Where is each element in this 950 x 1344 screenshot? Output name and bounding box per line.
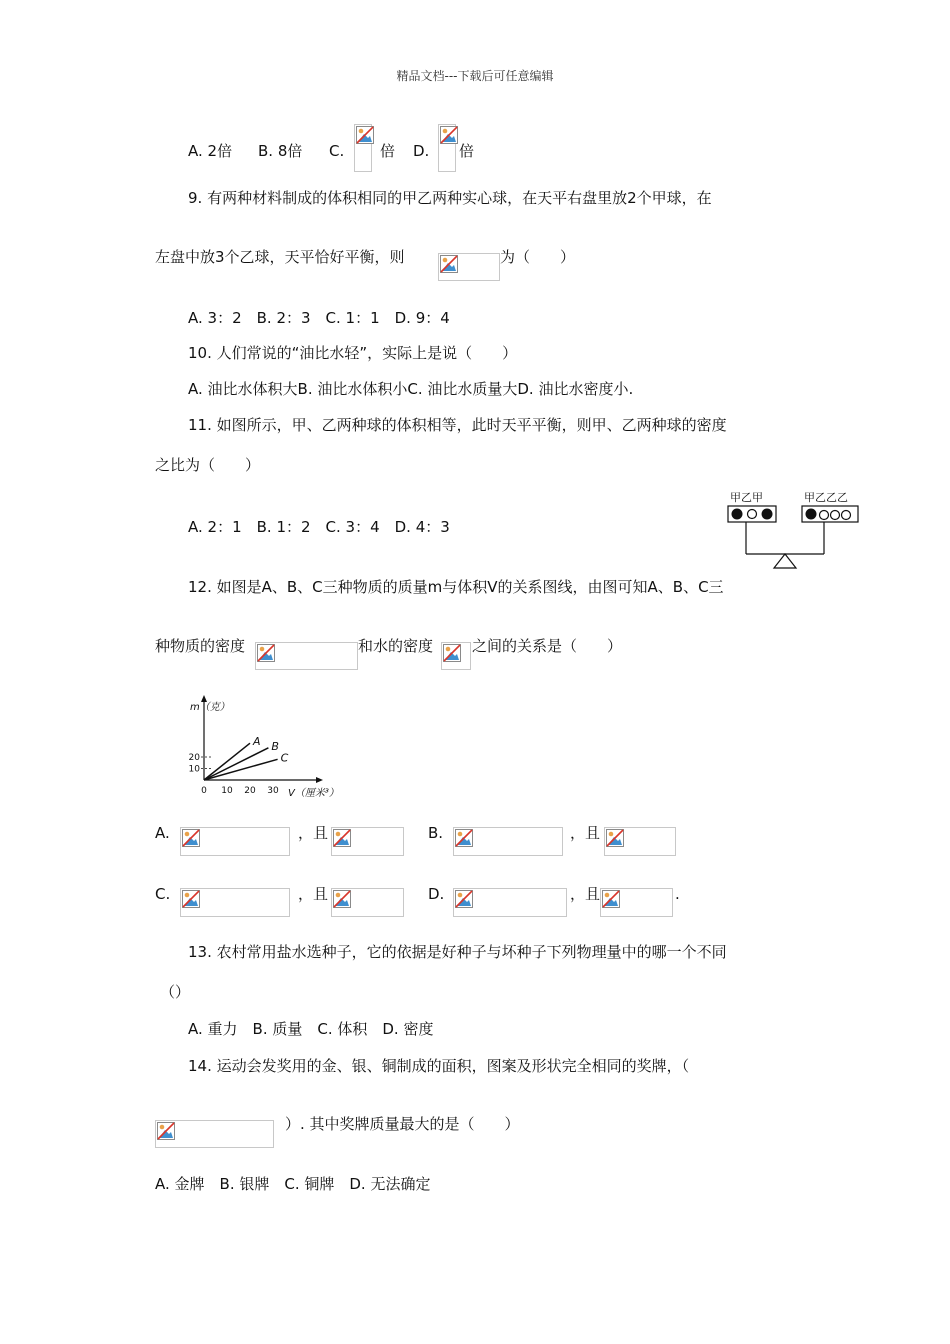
- q8-option-b: B. 8倍: [258, 142, 303, 160]
- broken-image-icon: [441, 642, 471, 670]
- broken-image-icon: [600, 888, 673, 917]
- broken-image-icon: [180, 888, 290, 917]
- broken-image-icon: [604, 827, 676, 856]
- q12-option-a-and: ，且: [298, 824, 329, 842]
- q12-option-d-and: ，且: [570, 885, 601, 903]
- q11-options: A. 2：1 B. 1：2 C. 3：4 D. 4：3: [188, 518, 450, 536]
- q12-option-b-and: ，且: [570, 824, 601, 842]
- broken-image-icon: [331, 888, 404, 917]
- y-axis-arrow: [201, 695, 207, 702]
- broken-image-icon: [438, 124, 456, 172]
- q8-option-c-suffix: 倍: [380, 142, 396, 160]
- q14-question-line1: 14. 运动会发奖用的金、银、铜制成的面积，图案及形状完全相同的奖牌，（: [188, 1057, 690, 1075]
- ball-yi: [831, 511, 840, 520]
- page-header: 精品文档---下载后可任意编辑: [396, 69, 554, 83]
- q13-options: A. 重力 B. 质量 C. 体积 D. 密度: [188, 1020, 434, 1038]
- q9-question-line1: 9. 有两种材料制成的体积相同的甲乙两种实心球，在天平右盘里放2个甲球，在: [188, 189, 712, 207]
- series-line-a: [204, 743, 250, 780]
- broken-image-icon: [331, 827, 404, 856]
- q11-question-line2: 之比为（ ）: [155, 456, 261, 474]
- q8-option-c: C.: [329, 142, 345, 160]
- x-tick-label: 0: [201, 786, 207, 796]
- q12-question-line1: 12. 如图是A、B、C三种物质的质量m与体积V的关系图线，由图可知A、B、C三: [188, 578, 724, 596]
- series-label-c: C: [280, 751, 289, 765]
- q12-question-line2-end: 之间的关系是（ ）: [472, 637, 623, 655]
- y-tick-label: 20: [188, 753, 200, 763]
- q9-question-line2-end: 为（ ）: [500, 248, 576, 266]
- ball-jia: [732, 509, 743, 520]
- q12-option-d-period: .: [675, 885, 680, 903]
- left-pan-label: 甲乙甲: [730, 491, 763, 504]
- q10-question: 10. 人们常说的“油比水轻”，实际上是说（ ）: [188, 344, 518, 362]
- balance-scale-diagram: [724, 488, 860, 574]
- q11-question-line1: 11. 如图所示，甲、乙两种球的体积相等，此时天平平衡，则甲、乙两种球的密度: [188, 416, 727, 434]
- x-tick-label: 10: [221, 786, 233, 796]
- broken-image-icon: [180, 827, 290, 856]
- broken-image-icon: [438, 253, 500, 281]
- q10-options: A. 油比水体积大B. 油比水体积小C. 油比水质量大D. 油比水密度小.: [188, 380, 634, 398]
- ball-yi: [820, 511, 829, 520]
- ball-yi: [748, 510, 757, 519]
- ball-yi: [842, 511, 851, 520]
- x-axis-label: V（厘米³）: [288, 788, 339, 799]
- right-pan-label: 甲乙乙乙: [804, 491, 848, 504]
- x-axis-arrow: [316, 777, 323, 783]
- mass-volume-chart: [182, 690, 352, 806]
- broken-image-icon: [453, 827, 563, 856]
- q9-question-line2: 左盘中放3个乙球，天平恰好平衡，则: [155, 248, 405, 266]
- q14-question-line2: ）. 其中奖牌质量最大的是（ ）: [285, 1115, 520, 1133]
- broken-image-icon: [354, 124, 372, 172]
- q12-option-d: D.: [428, 885, 445, 903]
- q9-options: A. 3：2 B. 2：3 C. 1：1 D. 9：4: [188, 309, 450, 327]
- q13-question-line2: （）: [160, 983, 191, 1001]
- q14-options: A. 金牌 B. 银牌 C. 铜牌 D. 无法确定: [155, 1175, 431, 1193]
- ball-jia: [762, 509, 773, 520]
- q12-question-line2: 种物质的密度: [155, 637, 246, 655]
- x-tick-label: 20: [244, 786, 256, 796]
- broken-image-icon: [255, 642, 358, 670]
- broken-image-icon: [155, 1120, 274, 1148]
- q12-option-b: B.: [428, 824, 444, 842]
- q12-question-line2-mid: 和水的密度: [358, 637, 434, 655]
- q12-option-c-and: ，且: [298, 885, 329, 903]
- y-tick-label: 10: [188, 764, 200, 775]
- q12-option-a: A.: [155, 824, 170, 842]
- broken-image-icon: [453, 888, 567, 917]
- y-axis-label: m（克）: [190, 702, 230, 713]
- x-tick-label: 30: [267, 786, 279, 796]
- series-label-a: A: [253, 735, 261, 749]
- ball-jia: [806, 509, 817, 520]
- q8-option-d: D.: [413, 142, 430, 160]
- series-label-b: B: [271, 739, 279, 753]
- q8-option-d-suffix: 倍: [459, 142, 475, 160]
- q13-question-line1: 13. 农村常用盐水选种子，它的依据是好种子与坏种子下列物理量中的哪一个不同: [188, 943, 727, 961]
- q8-option-a: A. 2倍: [188, 142, 233, 160]
- q12-option-c: C.: [155, 885, 171, 903]
